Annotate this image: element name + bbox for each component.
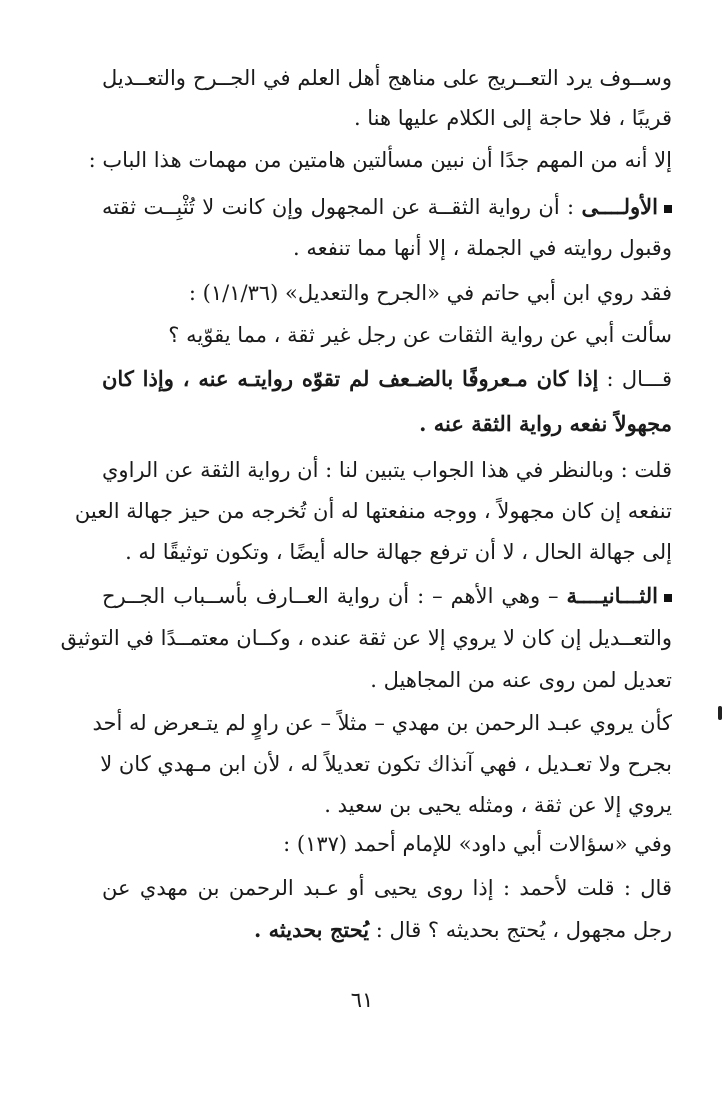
text-line-6: فقد روي ابن أبي حاتم في «الجرح والتعديل» (١/١/٣٦) : bbox=[188, 281, 672, 305]
line-text: – وهي الأهم – : أن رواية العــارف بأســباب الجــرح bbox=[102, 584, 567, 608]
text-line-10: قلت : وبالنظر في هذا الجواب يتبين لنا : أن رواية الثقة عن الراوي bbox=[102, 458, 672, 482]
text-line-3: إلا أنه من المهم جدًا أن نبين مسألتين هامتين من مهمات هذا الباب : bbox=[88, 148, 672, 172]
text-line-8 bbox=[102, 365, 672, 393]
square-bullet-icon bbox=[664, 205, 672, 213]
section-heading-second: الثـــانيــــة bbox=[566, 583, 658, 608]
text-line-2: قريبًا ، فلا حاجة إلى الكلام عليها هنا . bbox=[353, 106, 672, 130]
text-line-11: تنفعه إن كان مجهولاً ، ووجه منفعتها له أن تُخرجه من حيز جهالة العين bbox=[74, 499, 672, 523]
text-line-5: وقبول روايته في الجملة ، إلا أنها مما تنفعه . bbox=[293, 236, 672, 260]
text-line-20: قال : قلت لأحمد : إذا روى يحيى أو عـبد الرحمن بن مهدي عن bbox=[102, 876, 672, 900]
line-text: قـــال : bbox=[598, 367, 673, 391]
line-text: رجل مجهول ، يُحتج بحديثه ؟ قال : bbox=[369, 918, 672, 942]
text-line-17: بجرح ولا تعـديل ، فهي آنذاك تكون تعديلاً له ، لأن ابن مـهدي كان لا bbox=[100, 752, 672, 776]
text-line-1: وســوف يرد التعــريج على مناهج أهل العلم في الجــرح والتعــديل bbox=[102, 66, 672, 90]
text-line-4 bbox=[102, 193, 672, 221]
text-line-15: تعديل لمن روى عنه من المجاهيل . bbox=[370, 668, 672, 692]
bold-answer: يُحتج بحديثه . bbox=[254, 917, 370, 942]
line-text: : أن رواية الثقــة عن المجهول وإن كانت لا تُثْبِــت ثقته bbox=[102, 195, 582, 219]
text-line-7: سألت أبي عن رواية الثقات عن رجل غير ثقة ، مما يقوّيه ؟ bbox=[168, 323, 672, 347]
square-bullet-icon bbox=[664, 594, 672, 602]
scan-mark bbox=[718, 706, 722, 720]
bold-quote: إذا كان مـعروفًا بالضـعف لم تقوّه روايتـه عنه ، وإذا كان bbox=[102, 366, 599, 391]
text-line-12: إلى جهالة الحال ، لا أن ترفع جهالة حاله أيضًا ، وتكون توثيقًا له . bbox=[125, 540, 672, 564]
text-line-21 bbox=[254, 916, 672, 944]
text-line-16: كأن يروي عبـد الرحمن بن مهدي – مثلاً – عن راوٍ لم يتـعرض له أحد bbox=[92, 711, 672, 735]
text-line-13 bbox=[102, 582, 672, 610]
text-line-18: يروي إلا عن ثقة ، ومثله يحيى بن سعيد . bbox=[324, 793, 672, 817]
text-line-14: والتعــديل إن كان لا يروي إلا عن ثقة عنده ، وكــان معتمــدًا في التوثيق bbox=[60, 626, 672, 650]
text-line-9: مجهولاً نفعه رواية الثقة عنه . bbox=[419, 411, 672, 436]
text-line-19: وفي «سؤالات أبي داود» للإمام أحمد (١٣٧) : bbox=[283, 832, 672, 856]
page-number: ٦١ bbox=[350, 988, 374, 1012]
section-heading-first: الأولــــى bbox=[581, 194, 658, 219]
